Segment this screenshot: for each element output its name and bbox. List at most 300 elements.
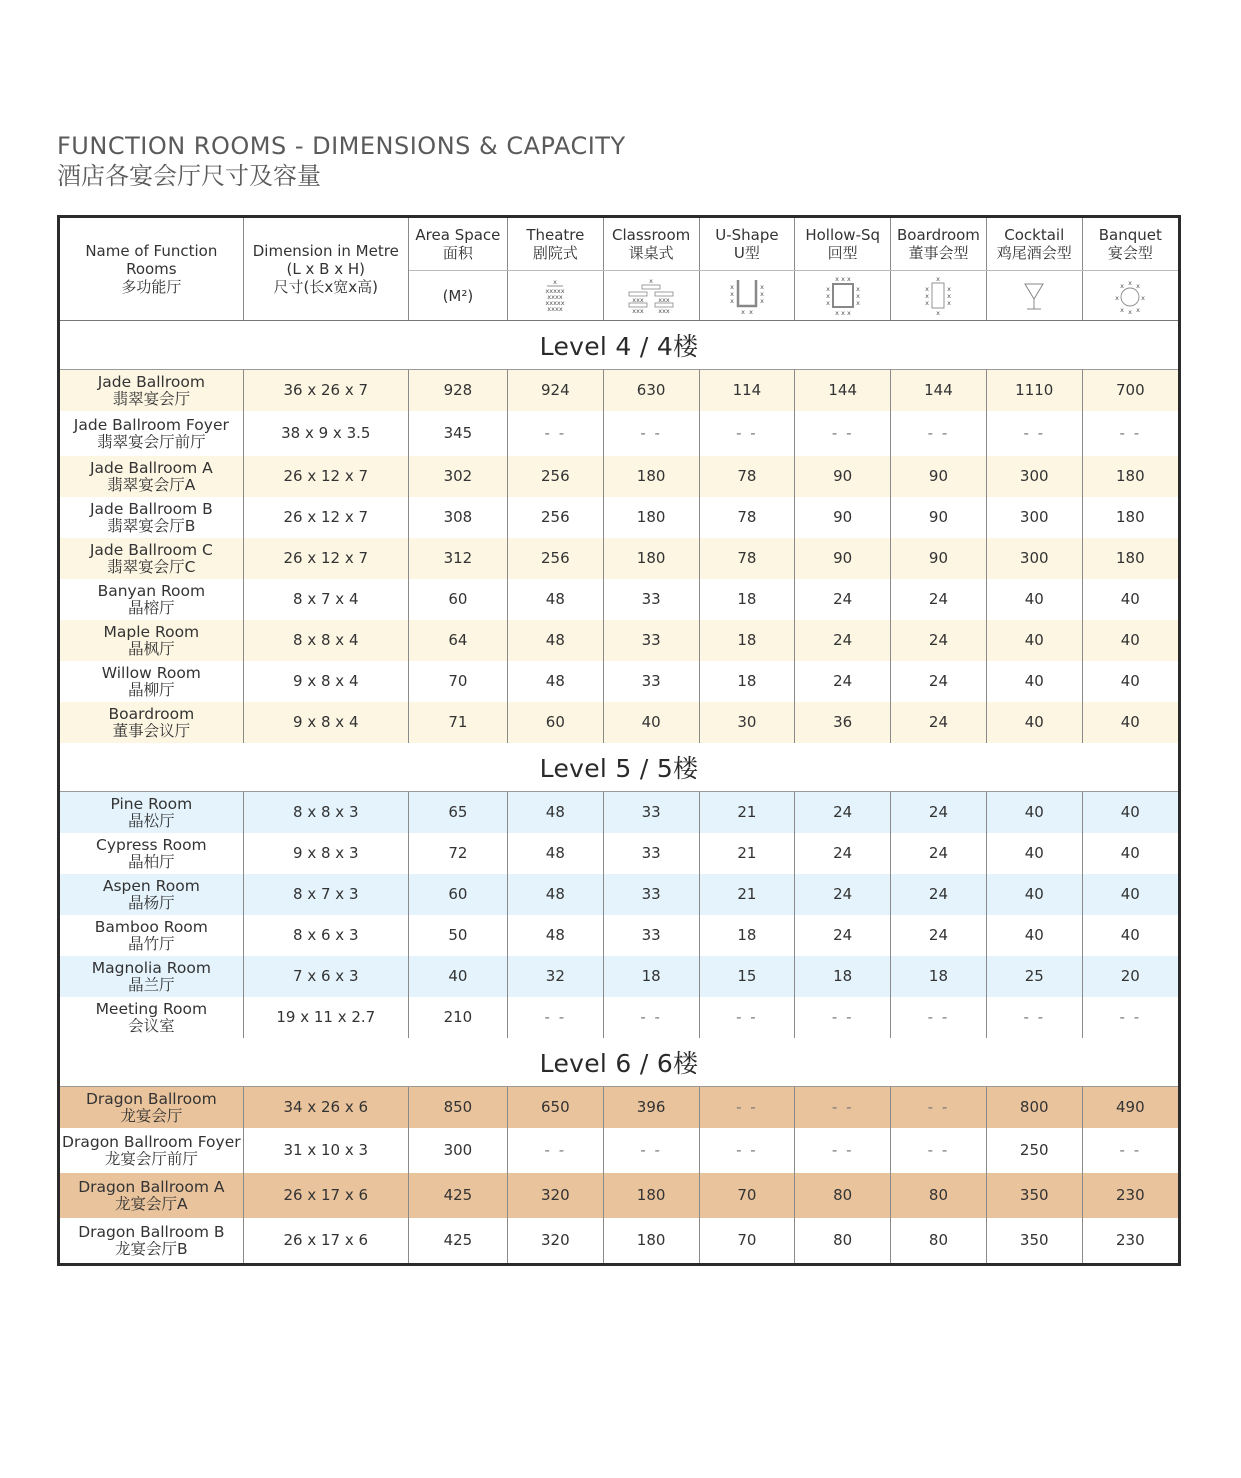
table-row bbox=[60, 702, 1178, 743]
capacity-theatre: 48 bbox=[507, 915, 603, 956]
room-name bbox=[60, 792, 243, 834]
capacity-theatre: 48 bbox=[507, 833, 603, 874]
capacity-classroom: 630 bbox=[603, 370, 699, 412]
capacity-cocktail: 250 bbox=[986, 1128, 1082, 1173]
capacity-u-shape: 18 bbox=[699, 579, 795, 620]
title-english: FUNCTION ROOMS - DIMENSIONS & CAPACITY bbox=[57, 132, 626, 160]
room-name-english: Boardroom bbox=[108, 704, 195, 723]
header-area: Area Space 面积 bbox=[408, 218, 507, 271]
level-heading: Level 6 / 6楼 bbox=[60, 1038, 1178, 1087]
capacity-boardroom: 24 bbox=[891, 702, 987, 743]
table-row bbox=[60, 370, 1178, 412]
svg-text:x: x bbox=[936, 308, 941, 317]
capacity-cocktail: 300 bbox=[986, 538, 1082, 579]
capacity-hollow-square: - - bbox=[795, 1128, 891, 1173]
capacity-classroom: 40 bbox=[603, 702, 699, 743]
capacity-cocktail: 40 bbox=[986, 620, 1082, 661]
header-theatre: Theatre 剧院式 bbox=[507, 218, 603, 271]
room-dimension: 8 x 8 x 3 bbox=[243, 792, 408, 834]
room-name-english: Dragon Ballroom bbox=[85, 1089, 217, 1108]
capacity-hollow-square: 24 bbox=[795, 792, 891, 834]
level-section bbox=[60, 1087, 1178, 1264]
capacity-banquet: 40 bbox=[1082, 620, 1178, 661]
capacity-hollow-square: - - bbox=[795, 411, 891, 456]
capacity-u-shape: 18 bbox=[699, 915, 795, 956]
header-dimension: Dimension in Metre (L x B x H) 尺寸(长x宽x高) bbox=[243, 218, 408, 321]
header-room-name: Name of Function Rooms 多功能厅 bbox=[60, 218, 243, 321]
capacity-hollow-square: 24 bbox=[795, 833, 891, 874]
svg-text:x: x bbox=[855, 298, 860, 307]
capacity-cocktail: 40 bbox=[986, 874, 1082, 915]
room-name-chinese: 翡翠宴会厅前厅 bbox=[97, 432, 206, 451]
capacity-u-shape: - - bbox=[699, 997, 795, 1038]
capacity-u-shape: 78 bbox=[699, 497, 795, 538]
capacity-boardroom: 80 bbox=[891, 1218, 987, 1263]
capacity-u-shape: 21 bbox=[699, 833, 795, 874]
svg-text:x: x bbox=[759, 289, 764, 298]
room-area: 40 bbox=[408, 956, 507, 997]
capacity-banquet: 490 bbox=[1082, 1087, 1178, 1129]
room-name bbox=[60, 702, 243, 743]
header-banquet: Banquet 宴会型 bbox=[1082, 218, 1178, 271]
room-name-english: Magnolia Room bbox=[91, 958, 211, 977]
level-section bbox=[60, 370, 1178, 744]
room-name bbox=[60, 579, 243, 620]
capacity-classroom: 33 bbox=[603, 915, 699, 956]
room-area: 72 bbox=[408, 833, 507, 874]
capacity-theatre: 48 bbox=[507, 661, 603, 702]
room-dimension: 31 x 10 x 3 bbox=[243, 1128, 408, 1173]
room-dimension: 36 x 26 x 7 bbox=[243, 370, 408, 412]
room-name-chinese: 晶榕厅 bbox=[128, 598, 175, 617]
capacity-u-shape: 18 bbox=[699, 661, 795, 702]
room-name-chinese: 会议室 bbox=[128, 1016, 175, 1035]
capacity-classroom: 33 bbox=[603, 661, 699, 702]
room-name bbox=[60, 661, 243, 702]
room-name-chinese: 晶松厅 bbox=[128, 811, 175, 830]
capacity-banquet: 40 bbox=[1082, 792, 1178, 834]
svg-text:x: x bbox=[1136, 281, 1141, 290]
capacity-cocktail: 300 bbox=[986, 497, 1082, 538]
capacity-theatre: 48 bbox=[507, 579, 603, 620]
svg-text:x: x bbox=[1141, 293, 1146, 302]
room-name-chinese: 董事会议厅 bbox=[112, 721, 191, 740]
level-heading-row bbox=[60, 1038, 1178, 1087]
svg-text:x: x bbox=[855, 291, 860, 300]
table-row bbox=[60, 833, 1178, 874]
capacity-hollow-square: 90 bbox=[795, 456, 891, 497]
svg-text:x: x bbox=[748, 307, 753, 316]
room-name-chinese: 翡翠宴会厅A bbox=[107, 475, 196, 494]
svg-text:xxx: xxx bbox=[658, 306, 670, 315]
table-row bbox=[60, 915, 1178, 956]
capacity-cocktail: 40 bbox=[986, 579, 1082, 620]
capacity-cocktail: 1110 bbox=[986, 370, 1082, 412]
capacity-cocktail: 40 bbox=[986, 792, 1082, 834]
svg-text:xxx: xxx bbox=[658, 295, 670, 304]
table-row bbox=[60, 874, 1178, 915]
room-name-english: Pine Room bbox=[110, 794, 193, 813]
svg-text:x: x bbox=[947, 284, 952, 293]
room-area: 70 bbox=[408, 661, 507, 702]
room-name bbox=[60, 411, 243, 456]
level-heading-group bbox=[60, 321, 1178, 370]
room-name-chinese: 龙宴会厅 bbox=[120, 1106, 183, 1125]
capacity-cocktail: - - bbox=[986, 411, 1082, 456]
table-row bbox=[60, 661, 1178, 702]
capacity-hollow-square: 80 bbox=[795, 1173, 891, 1218]
cocktail-glass-icon bbox=[1019, 279, 1049, 313]
capacity-banquet: 230 bbox=[1082, 1218, 1178, 1263]
svg-text:x: x bbox=[729, 296, 734, 305]
room-dimension: 9 x 8 x 4 bbox=[243, 661, 408, 702]
room-dimension: 26 x 12 x 7 bbox=[243, 538, 408, 579]
svg-text:x: x bbox=[649, 276, 654, 285]
capacity-hollow-square: - - bbox=[795, 1087, 891, 1129]
capacity-classroom: 33 bbox=[603, 579, 699, 620]
svg-text:x: x bbox=[1128, 278, 1133, 287]
level-heading-row bbox=[60, 743, 1178, 792]
capacity-boardroom: 90 bbox=[891, 456, 987, 497]
level-heading: Level 4 / 4楼 bbox=[60, 321, 1178, 370]
capacity-cocktail: - - bbox=[986, 997, 1082, 1038]
capacity-banquet: 230 bbox=[1082, 1173, 1178, 1218]
capacity-boardroom: 24 bbox=[891, 874, 987, 915]
header-boardroom: Boardroom 董事会型 bbox=[891, 218, 987, 271]
level-heading-group bbox=[60, 743, 1178, 792]
capacity-theatre: 32 bbox=[507, 956, 603, 997]
capacity-hollow-square: 90 bbox=[795, 497, 891, 538]
room-name bbox=[60, 833, 243, 874]
room-name-chinese: 晶柳厅 bbox=[128, 680, 175, 699]
svg-text:x: x bbox=[925, 284, 930, 293]
svg-text:x: x bbox=[825, 284, 830, 293]
table-row bbox=[60, 1218, 1178, 1263]
capacity-hollow-square: 24 bbox=[795, 620, 891, 661]
room-name-chinese: 翡翠宴会厅B bbox=[107, 516, 196, 535]
room-name-chinese: 晶竹厅 bbox=[128, 934, 175, 953]
room-area: 425 bbox=[408, 1218, 507, 1263]
capacity-boardroom: 80 bbox=[891, 1173, 987, 1218]
capacity-classroom: 33 bbox=[603, 620, 699, 661]
room-name bbox=[60, 874, 243, 915]
room-dimension: 8 x 7 x 4 bbox=[243, 579, 408, 620]
level-heading: Level 5 / 5楼 bbox=[60, 743, 1178, 792]
capacity-boardroom: 24 bbox=[891, 833, 987, 874]
svg-text:x: x bbox=[1120, 281, 1125, 290]
capacity-hollow-square: - - bbox=[795, 997, 891, 1038]
room-dimension: 9 x 8 x 3 bbox=[243, 833, 408, 874]
room-name-chinese: 龙宴会厅A bbox=[115, 1194, 188, 1213]
theatre-layout-icon bbox=[535, 276, 575, 316]
svg-text:xxxxx: xxxxx bbox=[545, 298, 565, 307]
capacity-theatre: 256 bbox=[507, 538, 603, 579]
room-name bbox=[60, 1087, 243, 1129]
room-name-english: Maple Room bbox=[103, 622, 200, 641]
capacity-u-shape: 18 bbox=[699, 620, 795, 661]
capacity-cocktail: 40 bbox=[986, 702, 1082, 743]
room-name bbox=[60, 456, 243, 497]
capacity-cocktail: 350 bbox=[986, 1173, 1082, 1218]
capacity-banquet: 20 bbox=[1082, 956, 1178, 997]
svg-text:x: x bbox=[1128, 307, 1133, 316]
capacity-classroom: 180 bbox=[603, 497, 699, 538]
room-name-english: Bamboo Room bbox=[94, 917, 208, 936]
room-area: 64 bbox=[408, 620, 507, 661]
capacity-theatre: 48 bbox=[507, 792, 603, 834]
capacity-classroom: 180 bbox=[603, 538, 699, 579]
capacity-hollow-square: 24 bbox=[795, 579, 891, 620]
room-name-english: Meeting Room bbox=[95, 999, 208, 1018]
level-section bbox=[60, 792, 1178, 1039]
table-row bbox=[60, 497, 1178, 538]
room-name-english: Jade Ballroom B bbox=[89, 499, 213, 518]
hollow-square-layout-icon bbox=[821, 275, 865, 317]
svg-text:x: x bbox=[553, 277, 558, 286]
capacity-banquet: 40 bbox=[1082, 661, 1178, 702]
capacity-cocktail: 800 bbox=[986, 1087, 1082, 1129]
capacity-cocktail: 40 bbox=[986, 915, 1082, 956]
room-area: 50 bbox=[408, 915, 507, 956]
capacity-classroom: - - bbox=[603, 411, 699, 456]
capacity-banquet: 40 bbox=[1082, 915, 1178, 956]
capacity-classroom: 396 bbox=[603, 1087, 699, 1129]
table-row bbox=[60, 956, 1178, 997]
capacity-u-shape: 21 bbox=[699, 874, 795, 915]
svg-text:x: x bbox=[1115, 293, 1120, 302]
svg-text:x: x bbox=[729, 282, 734, 291]
title-chinese: 酒店各宴会厅尺寸及容量 bbox=[57, 162, 321, 190]
room-dimension: 8 x 6 x 3 bbox=[243, 915, 408, 956]
capacity-theatre: 48 bbox=[507, 620, 603, 661]
capacity-hollow-square: 24 bbox=[795, 915, 891, 956]
capacity-classroom: 180 bbox=[603, 456, 699, 497]
room-name-chinese: 龙宴会厅B bbox=[115, 1239, 188, 1258]
classroom-layout-icon bbox=[623, 276, 679, 316]
capacity-boardroom: 24 bbox=[891, 579, 987, 620]
room-area: 308 bbox=[408, 497, 507, 538]
capacity-u-shape: 21 bbox=[699, 792, 795, 834]
boardroom-layout-icon bbox=[918, 275, 958, 317]
room-name-english: Jade Ballroom bbox=[97, 372, 205, 391]
room-area: 302 bbox=[408, 456, 507, 497]
level-heading-row bbox=[60, 321, 1178, 370]
capacity-boardroom: 18 bbox=[891, 956, 987, 997]
capacity-cocktail: 40 bbox=[986, 661, 1082, 702]
capacity-boardroom: - - bbox=[891, 411, 987, 456]
capacity-boardroom: - - bbox=[891, 1087, 987, 1129]
room-dimension: 34 x 26 x 6 bbox=[243, 1087, 408, 1129]
room-area: 71 bbox=[408, 702, 507, 743]
capacity-banquet: - - bbox=[1082, 997, 1178, 1038]
room-name bbox=[60, 620, 243, 661]
capacity-boardroom: 144 bbox=[891, 370, 987, 412]
capacity-boardroom: - - bbox=[891, 1128, 987, 1173]
svg-text:x: x bbox=[759, 282, 764, 291]
svg-text:xxxx: xxxx bbox=[547, 292, 564, 301]
room-name bbox=[60, 538, 243, 579]
room-name-chinese: 翡翠宴会厅 bbox=[112, 389, 191, 408]
capacity-banquet: 40 bbox=[1082, 874, 1178, 915]
capacity-theatre: 320 bbox=[507, 1173, 603, 1218]
capacity-u-shape: 70 bbox=[699, 1218, 795, 1263]
table-row bbox=[60, 620, 1178, 661]
capacity-theatre: 256 bbox=[507, 497, 603, 538]
svg-text:x x x: x x x bbox=[834, 308, 851, 317]
svg-text:xxx: xxx bbox=[632, 306, 644, 315]
svg-text:x: x bbox=[740, 307, 745, 316]
svg-text:x: x bbox=[825, 291, 830, 300]
header-cocktail: Cocktail 鸡尾酒会型 bbox=[986, 218, 1082, 271]
capacity-boardroom: 90 bbox=[891, 538, 987, 579]
capacity-classroom: 180 bbox=[603, 1218, 699, 1263]
capacity-hollow-square: 144 bbox=[795, 370, 891, 412]
room-area: 312 bbox=[408, 538, 507, 579]
table-header bbox=[60, 218, 1178, 321]
capacity-boardroom: 24 bbox=[891, 792, 987, 834]
room-area: 60 bbox=[408, 579, 507, 620]
room-area: 210 bbox=[408, 997, 507, 1038]
function-rooms-table bbox=[57, 215, 1181, 1266]
room-dimension: 9 x 8 x 4 bbox=[243, 702, 408, 743]
room-dimension: 8 x 8 x 4 bbox=[243, 620, 408, 661]
room-name-english: Willow Room bbox=[101, 663, 201, 682]
page-title bbox=[57, 131, 626, 191]
capacity-boardroom: 24 bbox=[891, 915, 987, 956]
room-dimension: 26 x 12 x 7 bbox=[243, 456, 408, 497]
capacity-theatre: 650 bbox=[507, 1087, 603, 1129]
svg-text:x: x bbox=[855, 284, 860, 293]
room-name-english: Jade Ballroom Foyer bbox=[73, 415, 229, 434]
capacity-boardroom: 24 bbox=[891, 620, 987, 661]
capacity-boardroom: - - bbox=[891, 997, 987, 1038]
room-name bbox=[60, 915, 243, 956]
svg-text:xxxx: xxxx bbox=[547, 304, 564, 313]
capacity-theatre: - - bbox=[507, 411, 603, 456]
svg-text:x: x bbox=[925, 298, 930, 307]
capacity-u-shape: - - bbox=[699, 1087, 795, 1129]
capacity-theatre: - - bbox=[507, 1128, 603, 1173]
table-row bbox=[60, 792, 1178, 834]
svg-text:xxxxx: xxxxx bbox=[545, 286, 565, 295]
table-row bbox=[60, 538, 1178, 579]
svg-text:x: x bbox=[1136, 305, 1141, 314]
capacity-classroom: 18 bbox=[603, 956, 699, 997]
capacity-classroom: 33 bbox=[603, 874, 699, 915]
capacity-banquet: 40 bbox=[1082, 833, 1178, 874]
capacity-u-shape: - - bbox=[699, 1128, 795, 1173]
capacity-hollow-square: 24 bbox=[795, 874, 891, 915]
room-name-chinese: 晶兰厅 bbox=[128, 975, 175, 994]
room-name-english: Aspen Room bbox=[102, 876, 200, 895]
capacity-u-shape: 15 bbox=[699, 956, 795, 997]
table-row bbox=[60, 1173, 1178, 1218]
capacity-theatre: - - bbox=[507, 997, 603, 1038]
capacity-boardroom: 90 bbox=[891, 497, 987, 538]
svg-text:x: x bbox=[825, 298, 830, 307]
level-heading-group bbox=[60, 1038, 1178, 1087]
capacity-theatre: 320 bbox=[507, 1218, 603, 1263]
svg-text:xxx: xxx bbox=[632, 295, 644, 304]
capacity-hollow-square: 36 bbox=[795, 702, 891, 743]
header-hollow-square: Hollow-Sq 回型 bbox=[795, 218, 891, 271]
room-name bbox=[60, 370, 243, 412]
u-shape-layout-icon bbox=[725, 276, 769, 316]
room-name-chinese: 晶柏厅 bbox=[128, 852, 175, 871]
capacity-hollow-square: 18 bbox=[795, 956, 891, 997]
capacity-hollow-square: 24 bbox=[795, 661, 891, 702]
capacity-theatre: 924 bbox=[507, 370, 603, 412]
capacity-banquet: 40 bbox=[1082, 579, 1178, 620]
room-name-english: Jade Ballroom C bbox=[89, 540, 213, 559]
svg-text:x: x bbox=[936, 274, 941, 283]
table-row bbox=[60, 456, 1178, 497]
room-dimension: 26 x 12 x 7 bbox=[243, 497, 408, 538]
capacity-classroom: - - bbox=[603, 997, 699, 1038]
room-name-english: Dragon Ballroom A bbox=[78, 1177, 225, 1196]
room-name-chinese: 龙宴会厅前厅 bbox=[104, 1149, 198, 1168]
svg-text:x: x bbox=[729, 289, 734, 298]
capacity-hollow-square: 90 bbox=[795, 538, 891, 579]
table-row bbox=[60, 1128, 1178, 1173]
room-area: 928 bbox=[408, 370, 507, 412]
capacity-theatre: 48 bbox=[507, 874, 603, 915]
room-name-english: Dragon Ballroom Foyer bbox=[62, 1132, 241, 1151]
room-dimension: 26 x 17 x 6 bbox=[243, 1173, 408, 1218]
table-row bbox=[60, 411, 1178, 456]
capacity-banquet: 180 bbox=[1082, 538, 1178, 579]
capacity-hollow-square: 80 bbox=[795, 1218, 891, 1263]
capacity-theatre: 60 bbox=[507, 702, 603, 743]
table-row bbox=[60, 997, 1178, 1038]
table-row bbox=[60, 1087, 1178, 1129]
room-area: 425 bbox=[408, 1173, 507, 1218]
room-area: 300 bbox=[408, 1128, 507, 1173]
capacity-banquet: 180 bbox=[1082, 497, 1178, 538]
capacity-theatre: 256 bbox=[507, 456, 603, 497]
capacity-u-shape: 30 bbox=[699, 702, 795, 743]
room-name-chinese: 晶杨厅 bbox=[128, 893, 175, 912]
capacity-cocktail: 25 bbox=[986, 956, 1082, 997]
capacity-boardroom: 24 bbox=[891, 661, 987, 702]
capacity-banquet: 40 bbox=[1082, 702, 1178, 743]
room-dimension: 26 x 17 x 6 bbox=[243, 1218, 408, 1263]
capacity-cocktail: 300 bbox=[986, 456, 1082, 497]
capacity-u-shape: 114 bbox=[699, 370, 795, 412]
capacity-u-shape: 78 bbox=[699, 456, 795, 497]
svg-text:x x x: x x x bbox=[834, 274, 851, 283]
capacity-banquet: 700 bbox=[1082, 370, 1178, 412]
capacity-banquet: - - bbox=[1082, 1128, 1178, 1173]
room-name bbox=[60, 1128, 243, 1173]
svg-text:x: x bbox=[1120, 305, 1125, 314]
room-name-english: Cypress Room bbox=[96, 835, 207, 854]
room-name bbox=[60, 997, 243, 1038]
capacity-banquet: 180 bbox=[1082, 456, 1178, 497]
room-dimension: 38 x 9 x 3.5 bbox=[243, 411, 408, 456]
capacity-u-shape: 70 bbox=[699, 1173, 795, 1218]
header-area-unit: (M²) bbox=[408, 271, 507, 321]
room-dimension: 7 x 6 x 3 bbox=[243, 956, 408, 997]
svg-text:x: x bbox=[947, 291, 952, 300]
room-dimension: 19 x 11 x 2.7 bbox=[243, 997, 408, 1038]
room-dimension: 8 x 7 x 3 bbox=[243, 874, 408, 915]
header-u-shape: U-Shape U型 bbox=[699, 218, 795, 271]
capacity-classroom: 33 bbox=[603, 833, 699, 874]
svg-text:x: x bbox=[759, 296, 764, 305]
capacity-classroom: 33 bbox=[603, 792, 699, 834]
room-name bbox=[60, 497, 243, 538]
